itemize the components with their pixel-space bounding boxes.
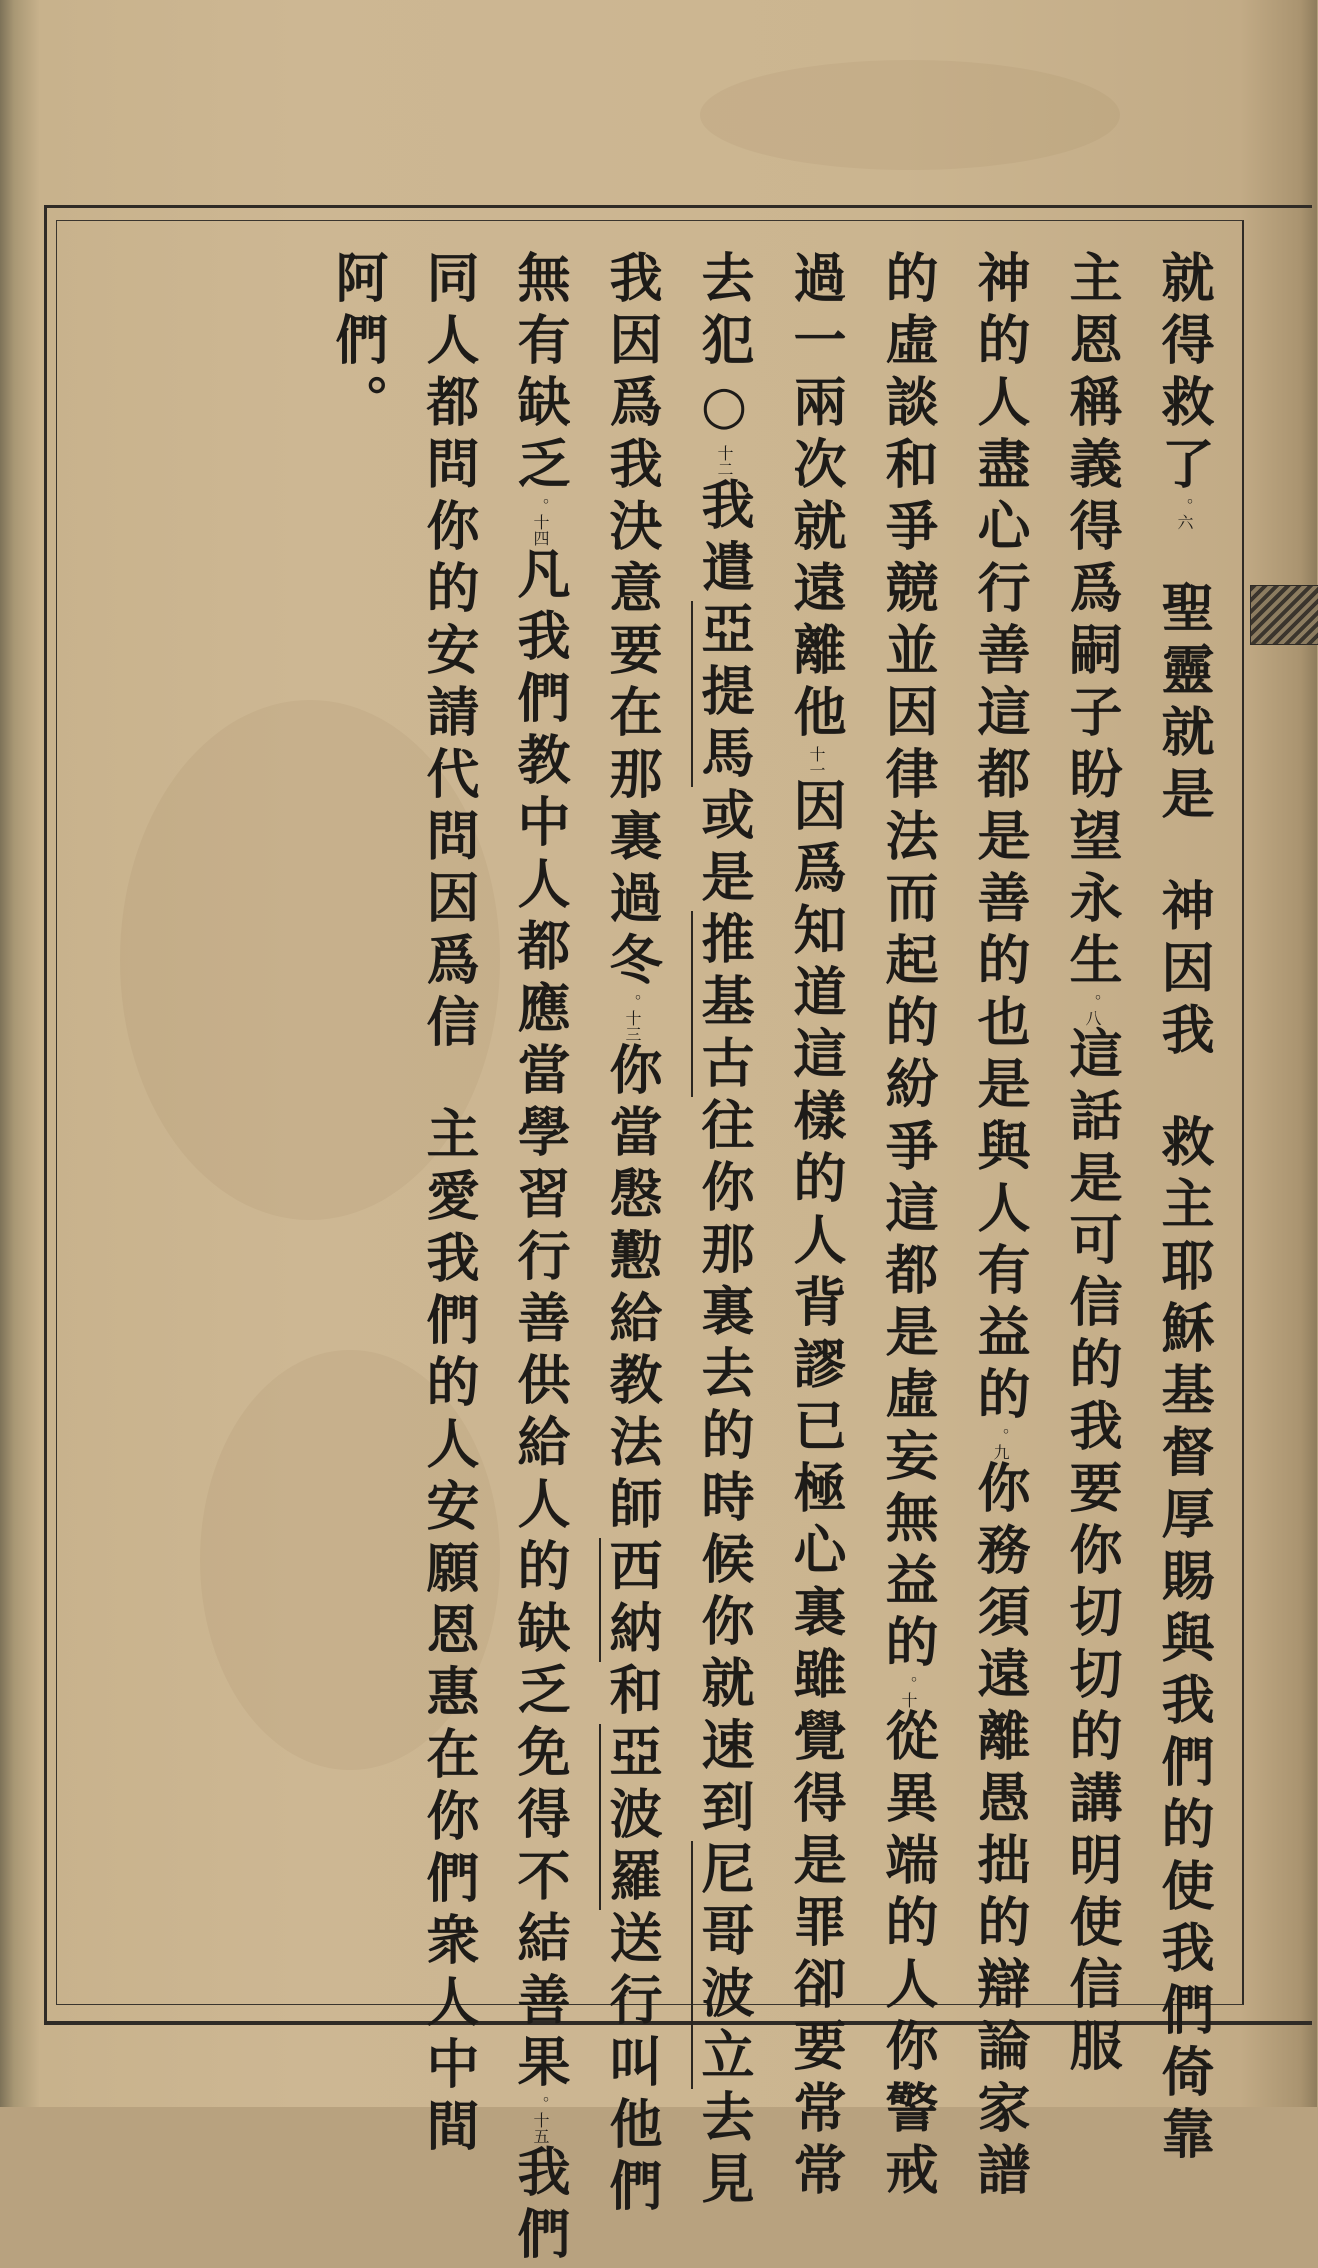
verse-number: 。八	[1083, 994, 1102, 1026]
text-segment: 你務須遠離愚拙的辯論家譜	[969, 1460, 1031, 2204]
page-edge-tab	[1250, 585, 1318, 645]
text-segment: 我遣	[693, 477, 755, 601]
proper-name: 尼哥波立	[693, 1841, 755, 2089]
text-segment: 的虛談和爭競並因律法而起的紛爭這都是虛妄無益的	[877, 250, 939, 1676]
verse-number: 十一	[807, 746, 826, 778]
paper-stain	[700, 60, 1120, 170]
text-segment: 因爲知道這樣的人背謬已極心裏雖覺得是罪卻要常常	[785, 778, 847, 2204]
text-segment: 主恩稱義得爲嗣子盼望永生	[1061, 250, 1123, 994]
text-segment: 聖靈就是	[1153, 580, 1215, 828]
vertical-text-body	[327, 250, 1230, 2268]
verse-number: 。十三	[623, 994, 642, 1042]
text-segment: 送行叫他們	[601, 1910, 663, 2220]
proper-name: 亞波羅	[601, 1724, 663, 1910]
proper-name: 亞提馬	[693, 601, 755, 787]
text-column	[586, 250, 678, 2220]
proper-name: 西納	[601, 1538, 663, 1662]
verse-number: 。九	[991, 1428, 1010, 1460]
text-segment: 凡我們教中人都應當學習行善供給人的缺乏免得不結善果	[509, 546, 571, 2096]
text-segment: 神因我	[1153, 878, 1215, 1064]
text-column	[862, 250, 954, 2204]
text-segment: 這話是可信的我要你切切的講明使信服	[1061, 1026, 1123, 2080]
text-segment: 從異端的人你警戒	[877, 1708, 939, 2204]
text-column	[678, 250, 770, 2213]
text-segment: 去犯○	[693, 250, 755, 445]
text-segment: 同人都問你的安請代問因爲信	[418, 250, 480, 1056]
text-segment: 和	[601, 1662, 663, 1724]
text-segment: 我們	[509, 2144, 571, 2268]
text-segment: 就得救了	[1153, 250, 1215, 498]
text-segment: 或是	[693, 787, 755, 911]
text-segment: 無有缺乏	[509, 250, 571, 498]
verse-number: 。十	[899, 1676, 918, 1708]
verse-number: 。六	[1175, 498, 1194, 530]
text-segment: 往你那裏去的時候你就速到	[693, 1097, 755, 1841]
text-segment: 神的人盡心行善這都是善的也是與人有益的	[969, 250, 1031, 1428]
text-segment: 去見	[693, 2089, 755, 2213]
text-segment: 過一兩次就遠離他	[785, 250, 847, 746]
text-segment: 我因爲我決意要在那裏過冬	[601, 250, 663, 994]
text-column	[1138, 250, 1230, 2168]
text-segment: 阿們。	[327, 250, 389, 436]
text-segment: 主愛我們的人安願恩惠在你們衆人中間	[418, 1106, 480, 2160]
verse-number: 。十五	[531, 2096, 550, 2144]
text-segment: 你當慇懃給教法師	[601, 1042, 663, 1538]
text-column	[954, 250, 1046, 2204]
verse-number: 。十四	[531, 498, 550, 546]
verse-number: 十二	[715, 445, 734, 477]
text-segment: 救主耶穌基督厚賜與我們的使我們倚靠	[1153, 1114, 1215, 2168]
text-column	[770, 250, 862, 2204]
text-column	[312, 250, 403, 1980]
text-column	[494, 250, 586, 2268]
text-column	[403, 250, 494, 2160]
text-column	[1046, 250, 1138, 2080]
proper-name: 推基古	[693, 911, 755, 1097]
